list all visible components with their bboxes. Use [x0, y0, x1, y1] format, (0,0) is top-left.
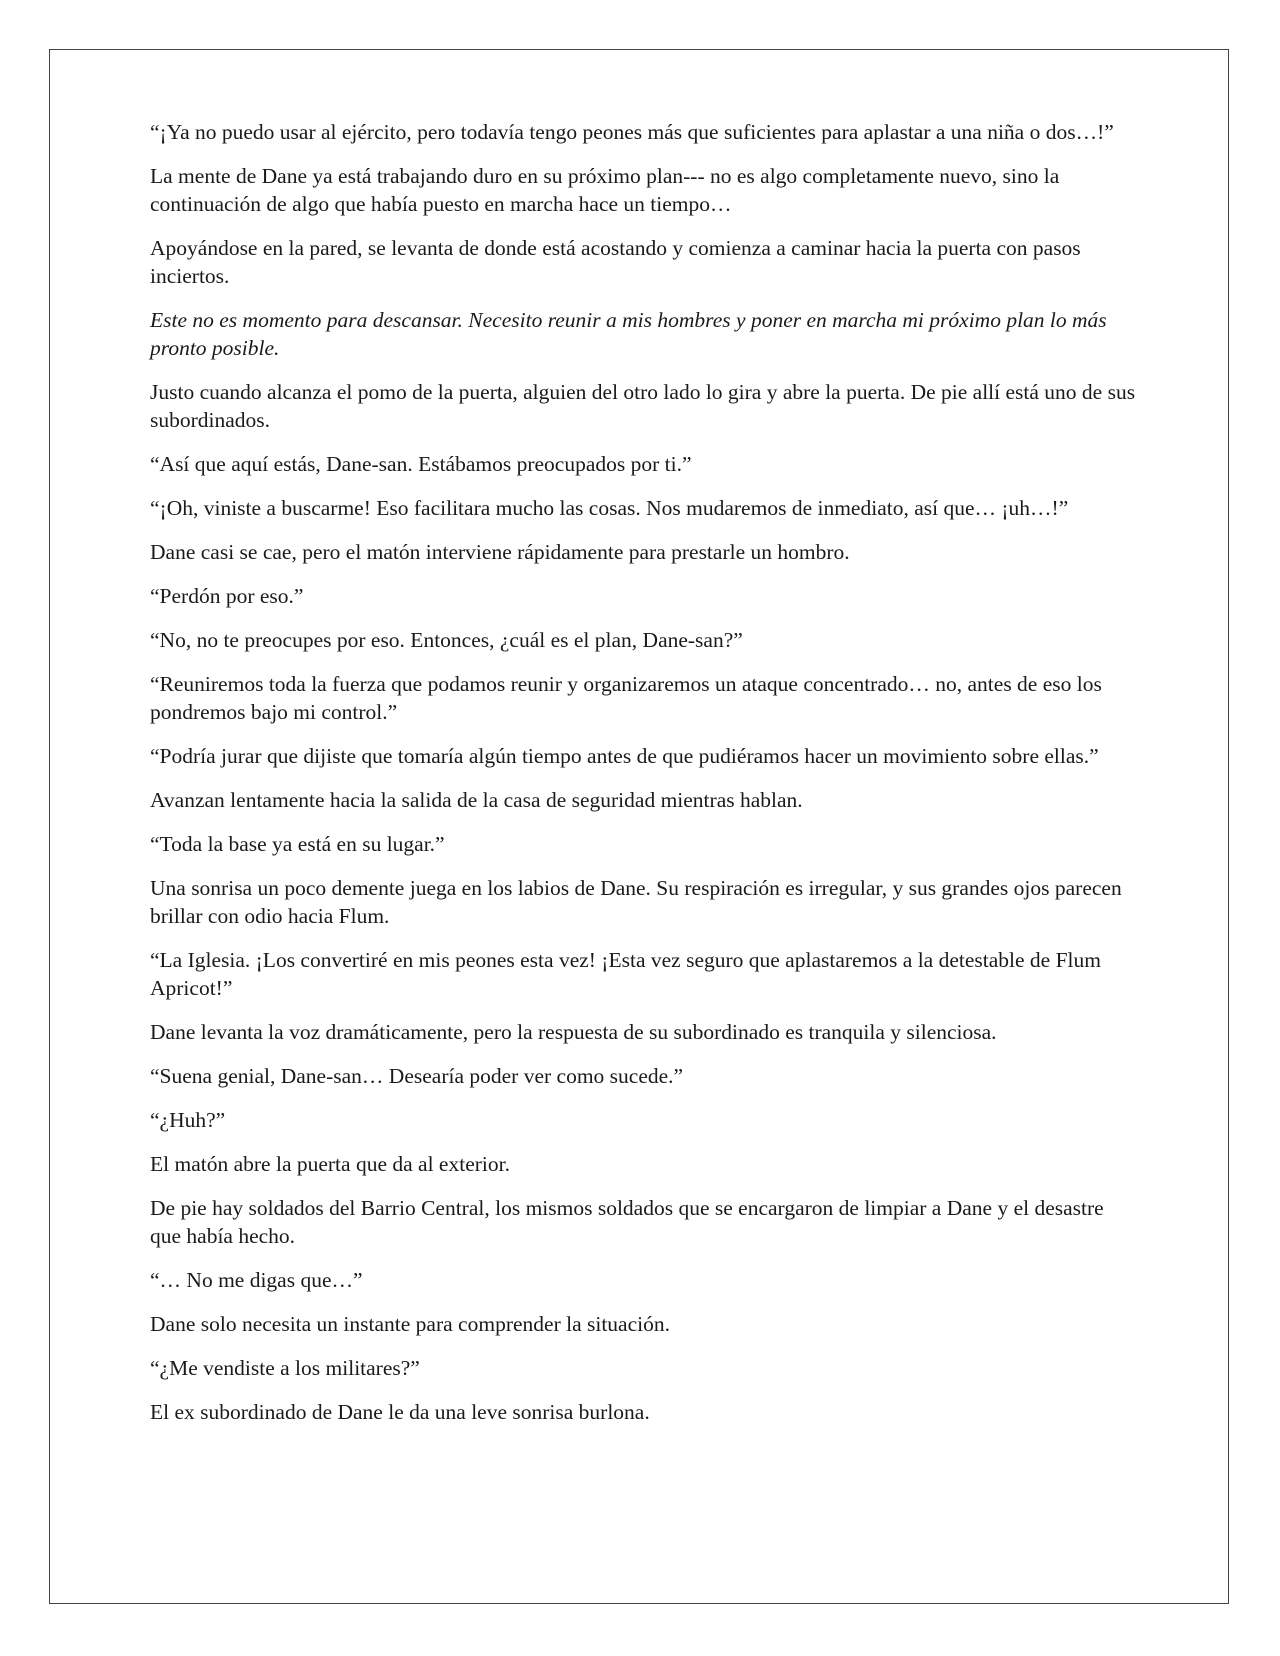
document-page [49, 49, 1229, 1604]
paragraph: La mente de Dane ya está trabajando duro en su próximo plan--- no es algo completamente nuevo, sino la continuación de algo que había puesto en marcha hace un tiempo… [150, 164, 1060, 216]
paragraph: El ex subordinado de Dane le da una leve sonrisa burlona. [150, 1400, 650, 1424]
paragraph: “… No me digas que…” [150, 1268, 363, 1292]
paragraph-italic-thought: Este no es momento para descansar. Necesito reunir a mis hombres y poner en marcha mi próximo plan lo más pronto posible. [150, 308, 1107, 360]
paragraph: Avanzan lentamente hacia la salida de la casa de seguridad mientras hablan. [150, 788, 803, 812]
paragraph: El matón abre la puerta que da al exterior. [150, 1152, 510, 1176]
paragraph: “¡Ya no puedo usar al ejército, pero todavía tengo peones más que suficientes para aplastar a una niña o dos…!” [150, 120, 1114, 144]
paragraph: Una sonrisa un poco demente juega en los labios de Dane. Su respiración es irregular, y sus grandes ojos parecen brillar con odio hacia Flum. [150, 876, 1122, 928]
paragraph: “Perdón por eso.” [150, 584, 304, 608]
paragraph: “Así que aquí estás, Dane-san. Estábamos preocupados por ti.” [150, 452, 692, 476]
paragraph: “Suena genial, Dane-san… Desearía poder ver como sucede.” [150, 1064, 684, 1088]
paragraph: “La Iglesia. ¡Los convertiré en mis peones esta vez! ¡Esta vez seguro que aplastaremos a la detestable de Flum Apricot!” [150, 948, 1102, 1000]
paragraph: Apoyándose en la pared, se levanta de donde está acostando y comienza a caminar hacia la puerta con pasos inciertos. [150, 236, 1081, 288]
paragraph: “¿Me vendiste a los militares?” [150, 1356, 420, 1380]
paragraph: “Reuniremos toda la fuerza que podamos reunir y organizaremos un ataque concentrado… no, antes de eso los pondremos bajo mi control.” [150, 672, 1102, 724]
paragraph: De pie hay soldados del Barrio Central, los mismos soldados que se encargaron de limpiar a Dane y el desastre que había hecho. [150, 1196, 1104, 1248]
paragraph: Dane solo necesita un instante para comprender la situación. [150, 1312, 670, 1336]
paragraph: Justo cuando alcanza el pomo de la puerta, alguien del otro lado lo gira y abre la puerta. De pie allí está uno de sus subordinados. [150, 380, 1136, 432]
document-body [150, 118, 1140, 1442]
paragraph: “Toda la base ya está en su lugar.” [150, 832, 445, 856]
paragraph: Dane levanta la voz dramáticamente, pero la respuesta de su subordinado es tranquila y silenciosa. [150, 1020, 997, 1044]
paragraph: “Podría jurar que dijiste que tomaría algún tiempo antes de que pudiéramos hacer un movimiento sobre ellas.” [150, 744, 1099, 768]
paragraph: Dane casi se cae, pero el matón interviene rápidamente para prestarle un hombro. [150, 540, 850, 564]
paragraph: “¡Oh, viniste a buscarme! Eso facilitara mucho las cosas. Nos mudaremos de inmediato, así que… ¡uh…!” [150, 496, 1069, 520]
paragraph: “¿Huh?” [150, 1108, 226, 1132]
paragraph: “No, no te preocupes por eso. Entonces, ¿cuál es el plan, Dane-san?” [150, 628, 743, 652]
